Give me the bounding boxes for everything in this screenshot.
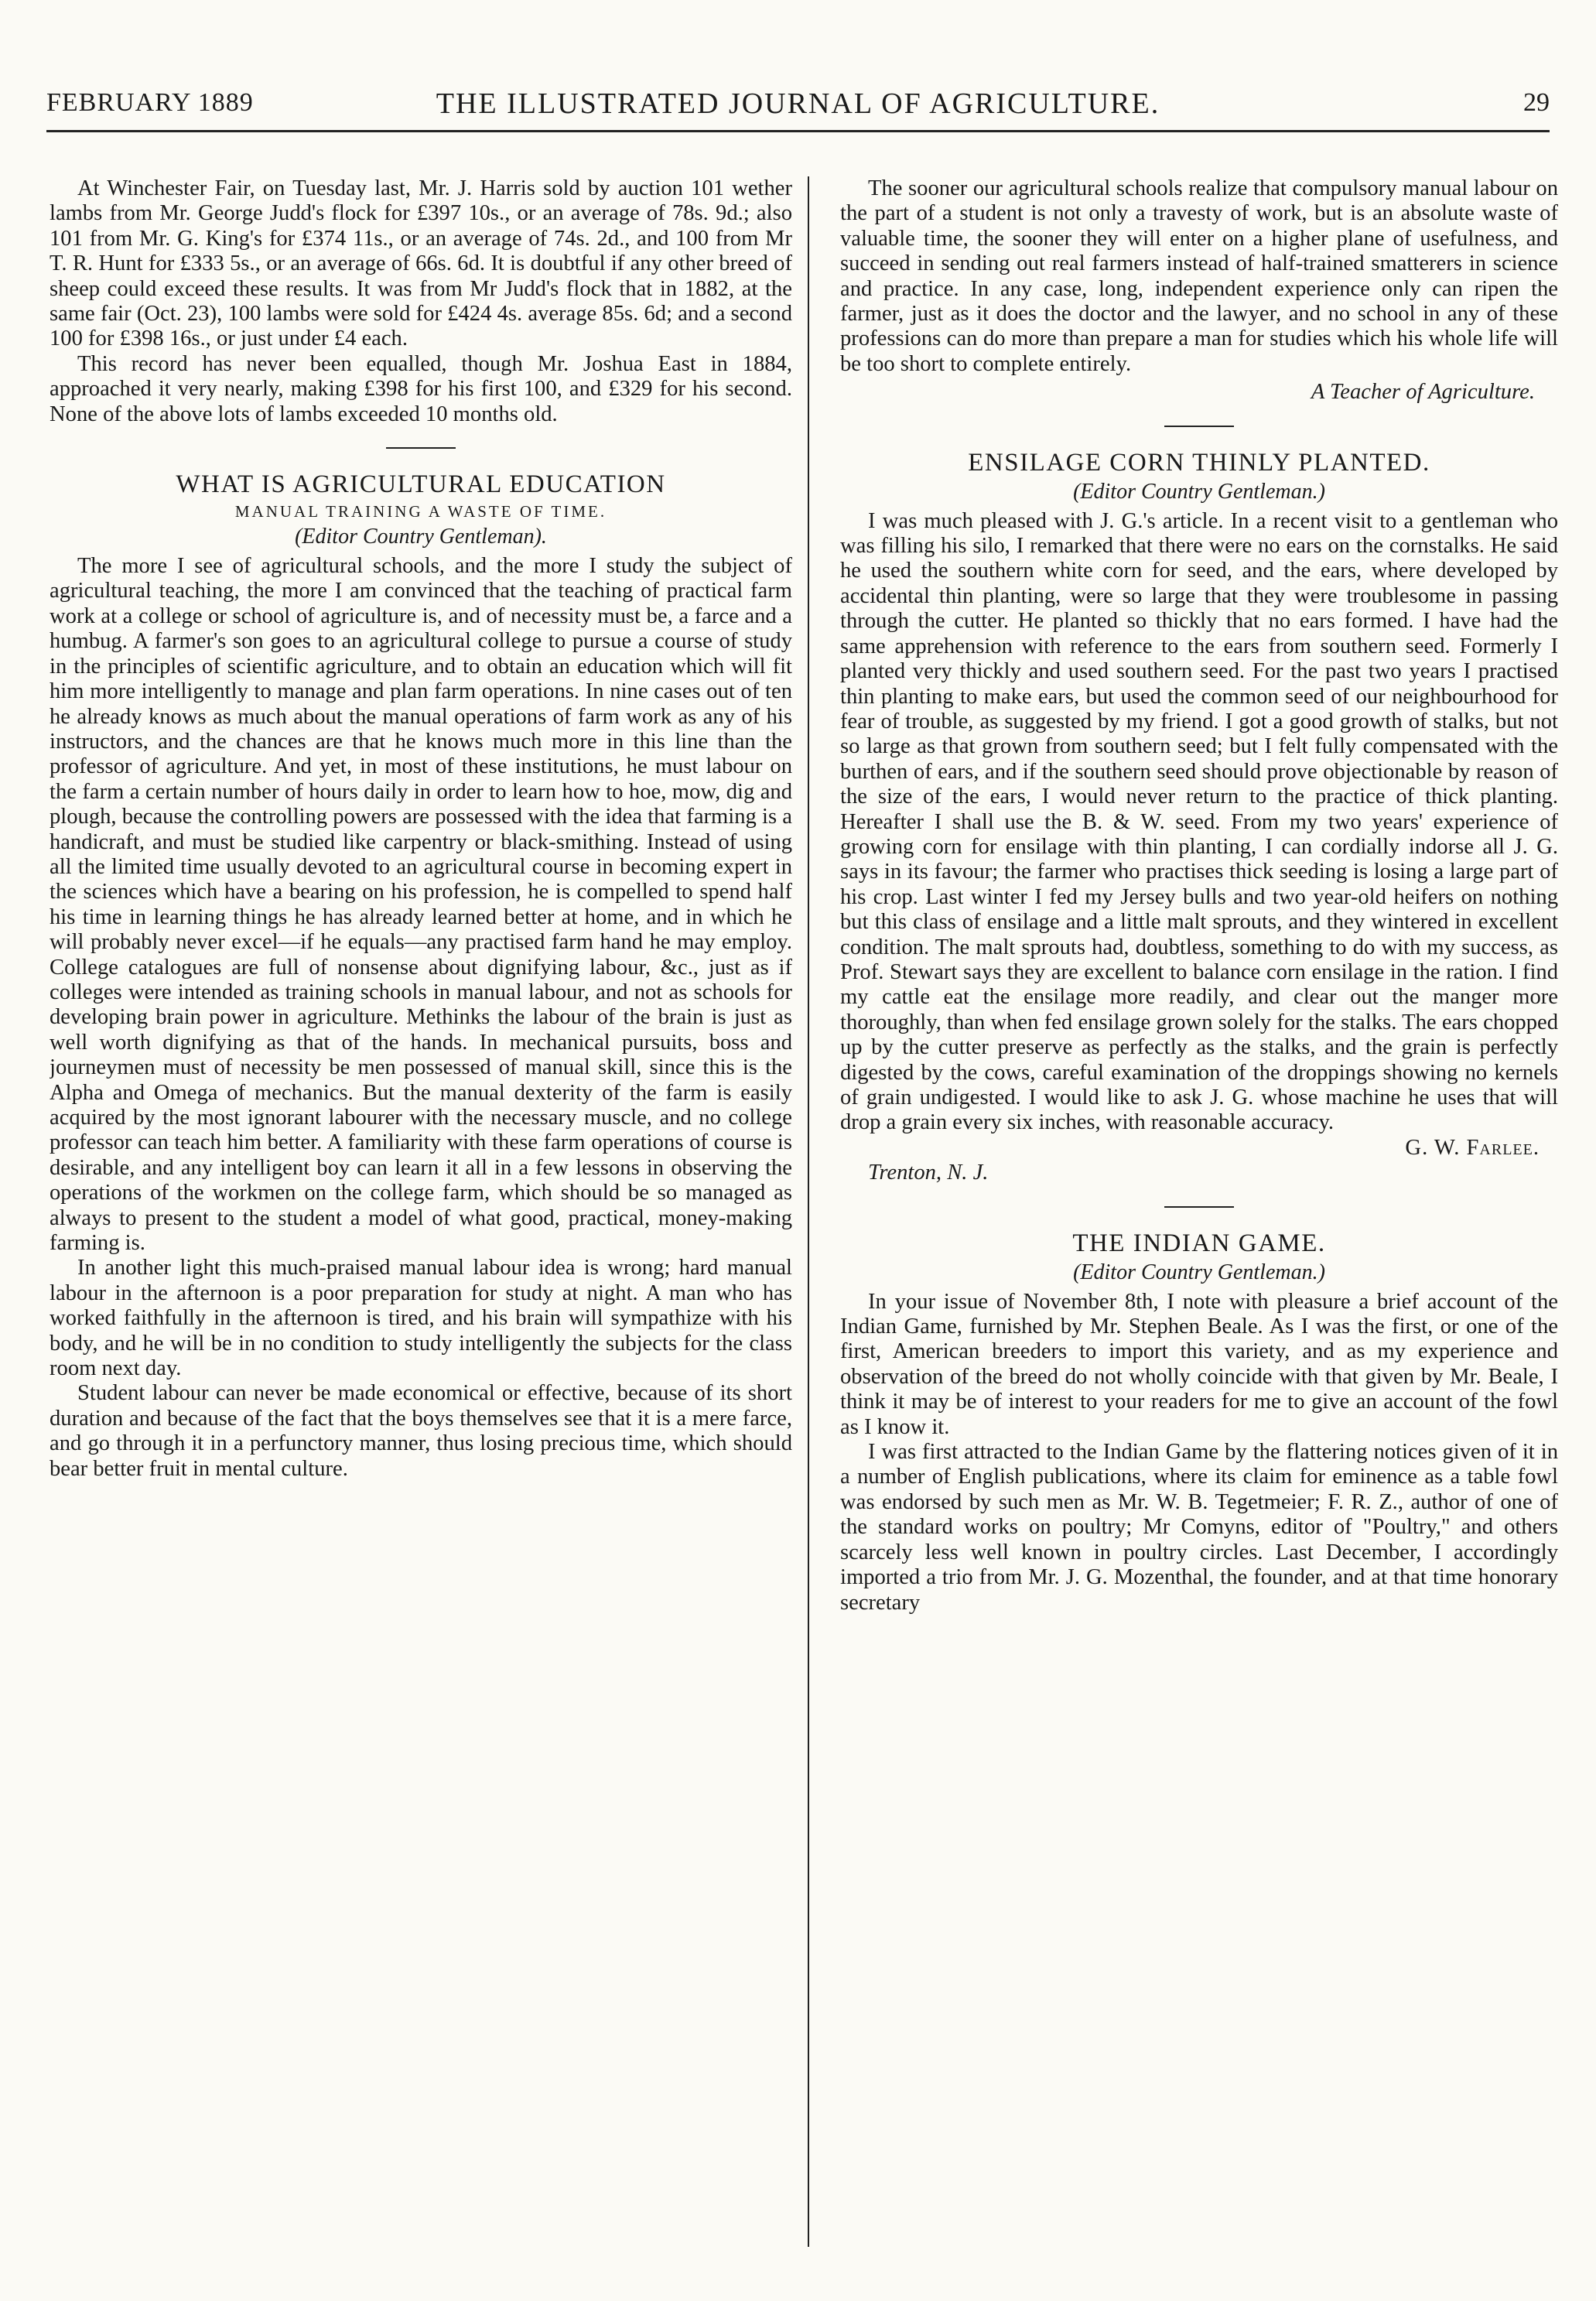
- ensilage-paragraph: I was much pleased with J. G.'s article. In a recent visit to a gentleman who was filling his silo, I remarked that there were no ears on the cornstalks. He said he used the southern white corn for seed, and the ears, where developed by accidental thin planting, were so large that they were troublesome in passing through the cutter. He planted so thickly that no ears formed. I have had the same apprehension with reference to the ears from southern seed. Formerly I planted very thickly and used southern seed. For the past two years I practised thin planting to make ears, but used the common seed of our neighbourhood for fear of trouble, as suggested by my friend. I got a good growth of stalks, but not so large as that grown from southern seed; but I felt fully compensated with the burthen of ears, and if the southern seed should prove objectionable by reason of the size of the ears, I would never return to the practice of thick planting. Hereafter I shall use the B. & W. seed. From my two years' experience of growing corn for ensilage with thin planting, I can cordially indorse all J. G. says in its favour; the farmer who practises thick seeding is losing a large part of his crop. Last winter I fed my Jersey bulls and two year-old heifers on nothing but this class of ensilage and a little malt sprouts, and they wintered in excellent condition. The malt sprouts had, doubtless, something to do with my success, as Prof. Stewart says they are excellent to balance corn ensilage in the ration. I find my cattle eat the ensilage more readily, and clear out the manger more thoroughly, than when fed ensilage grown solely for the stalks. The ears chopped up by the cutter preserve as perfectly as the stalks, and the grain is perfectly digested by the cows, careful examination of the droppings showing no kernels of grain undigested. I would like to ask J. G. whose machine he uses that will drop a grain every six inches, with reasonable accuracy.: [840, 508, 1558, 1135]
- winchester-paragraph-1: At Winchester Fair, on Tuesday last, Mr. J. Harris sold by auction 101 wether lambs from Mr. George Judd's flock for £397 10s., or an average of 78s. 9d.; also 101 from Mr. G. King's for £374 11s., or an average of 74s. 2d., and 100 from Mr T. R. Hunt for £333 5s., or an average of 66s. 6d. It is doubtful if any other breed of sheep could exceed these results. It was from Mr Judd's flock that in 1882, at the same fair (Oct. 23), 100 lambs were sold for £424 4s. average 85s. 6d; and a second 100 for £398 16s., or just under £4 each.: [50, 176, 792, 351]
- page-header: [46, 84, 1550, 132]
- education-article-subtitle: MANUAL TRAINING A WASTE OF TIME.: [234, 502, 607, 521]
- education-continued-paragraph: The sooner our agricultural schools realize that compulsory manual labour on the part of a student is not only a travesty of work, but is an absolute waste of valuable time, the sooner they will enter on a higher plane of usefulness, and succeed in sending out real farmers instead of half-trained smatterers in science and practice. In any case, long, independent experience only can ripen the farmer, just as it does the doctor and the lawyer, and no school in any of these professions can do more than prepare a man for studies which his whole life will be too short to complete entirely.: [840, 176, 1558, 376]
- ensilage-article-source: (Editor Country Gentleman.): [1073, 479, 1325, 504]
- section-divider: [1164, 426, 1234, 427]
- journal-title: THE ILLUSTRATED JOURNAL OF AGRICULTURE.: [436, 87, 1160, 120]
- indian-game-paragraph-2: I was first attracted to the Indian Game by the flattering notices given of it in a number of English publications, where its claim for eminence as a table fowl was endorsed by such men as Mr. W. B. Tegetmeier; F. R. Z., author of one of the standard works on poultry; Mr Comyns, editor of "Poultry," and others scarcely less well known in poultry circles. Last December, I accordingly imported a trio from Mr. J. G. Mozenthal, the founder, and at that time honorary secretary: [840, 1440, 1558, 1615]
- education-signature: A Teacher of Agriculture.: [1311, 380, 1535, 405]
- section-divider: [386, 447, 456, 449]
- page-number: 29: [1523, 88, 1550, 117]
- education-article-source: (Editor Country Gentleman).: [295, 525, 547, 549]
- indian-game-source: (Editor Country Gentleman.): [1073, 1260, 1325, 1284]
- ensilage-signature-line: [840, 1136, 1558, 1161]
- education-paragraph-3: Student labour can never be made economical or effective, because of its short duration and because of the fact that the boys themselves see that it is a mere farce, and go through it in a perfunctory manner, thus losing precious time, which should bear better fruit in mental culture.: [50, 1381, 792, 1481]
- ensilage-article-title: ENSILAGE CORN THINLY PLANTED.: [968, 448, 1430, 477]
- issue-date: FEBRUARY 1889: [46, 88, 254, 117]
- section-divider: [1164, 1206, 1234, 1208]
- left-column: [50, 176, 792, 2270]
- winchester-paragraph-2: This record has never been equalled, though Mr. Joshua East in 1884, approached it very nearly, making £398 for his first 100, and £329 for his second. None of the above lots of lambs exceeded 10 months old.: [50, 351, 792, 426]
- right-column: [840, 176, 1558, 2270]
- indian-game-title: THE INDIAN GAME.: [1072, 1229, 1326, 1257]
- column-rule: [808, 176, 809, 2247]
- indian-game-paragraph-1: In your issue of November 8th, I note with pleasure a brief account of the Indian Game, furnished by Mr. Stephen Beale. As I was the first, or one of the first, American breeders to import this variety, and as my experience and observation of the breed do not wholly coincide with that given by Mr. Beale, I think it may be of interest to your readers for me to give an account of the fowl as I know it.: [840, 1289, 1558, 1439]
- education-article-title: WHAT IS AGRICULTURAL EDUCATION: [176, 470, 666, 499]
- ensilage-signature: G. W. Farlee.: [1405, 1135, 1540, 1160]
- ensilage-place: Trenton, N. J.: [868, 1161, 989, 1185]
- education-paragraph-2: In another light this much-praised manual labour idea is wrong; hard manual labour in the afternoon is a poor preparation for study at night. A man who has worked faithfully in the afternoon is tired, and his brain will sympathize with his body, and he will be in no condition to study intelligently the subjects for the class room next day.: [50, 1256, 792, 1381]
- education-paragraph-1: The more I see of agricultural schools, and the more I study the subject of agricultural teaching, the more I am convinced that the teaching of practical farm work at a college or school of agriculture is, and of necessity must be, a farce and a humbug. A farmer's son goes to an agricultural college to pursue a course of study in the principles of scientific agriculture, and to obtain an education which will fit him more intelligently to manage and plan farm operations. In nine cases out of ten he already knows as much about the manual operations of farm work as any of his instructors, and the chances are that he knows much more in this line than the professor of agriculture. And yet, in most of these institutions, he must labour on the farm a certain number of hours daily in order to learn how to hoe, mow, dig and plough, because the controlling powers are possessed with the idea that farming is a handicraft, and must be studied like carpentry or black-smithing. Instead of using all the limited time usually devoted to an agricultural course in becoming expert in the sciences which have a bearing on his profession, he is compelled to spend half his time in learning things he has already learned better at home, and in which he will probably never excel—if he equals—any practised farm hand he may employ. College catalogues are full of nonsense about dignifying labour, &c., just as if colleges were intended as training schools in manual labour, and not as schools for developing brain power in agriculture. Methinks the labour of the brain is just as well worth dignifying as that of the hands. In mechanical pursuits, boss and journeymen must of necessity be men possessed of manual skill, since this is the Alpha and Omega of mechanics. But the manual dexterity of the farm is easily acquired by the most ignorant labourer with the necessary muscle, and no college professor can teach him better. A familiarity with these farm operations of course is desirable, and any intelligent boy can learn it all in a few lessons in observing the operations of the workmen on the college farm, which should be so managed as always to present to the student a model of what good, practical, money-making farming is.: [50, 554, 792, 1256]
